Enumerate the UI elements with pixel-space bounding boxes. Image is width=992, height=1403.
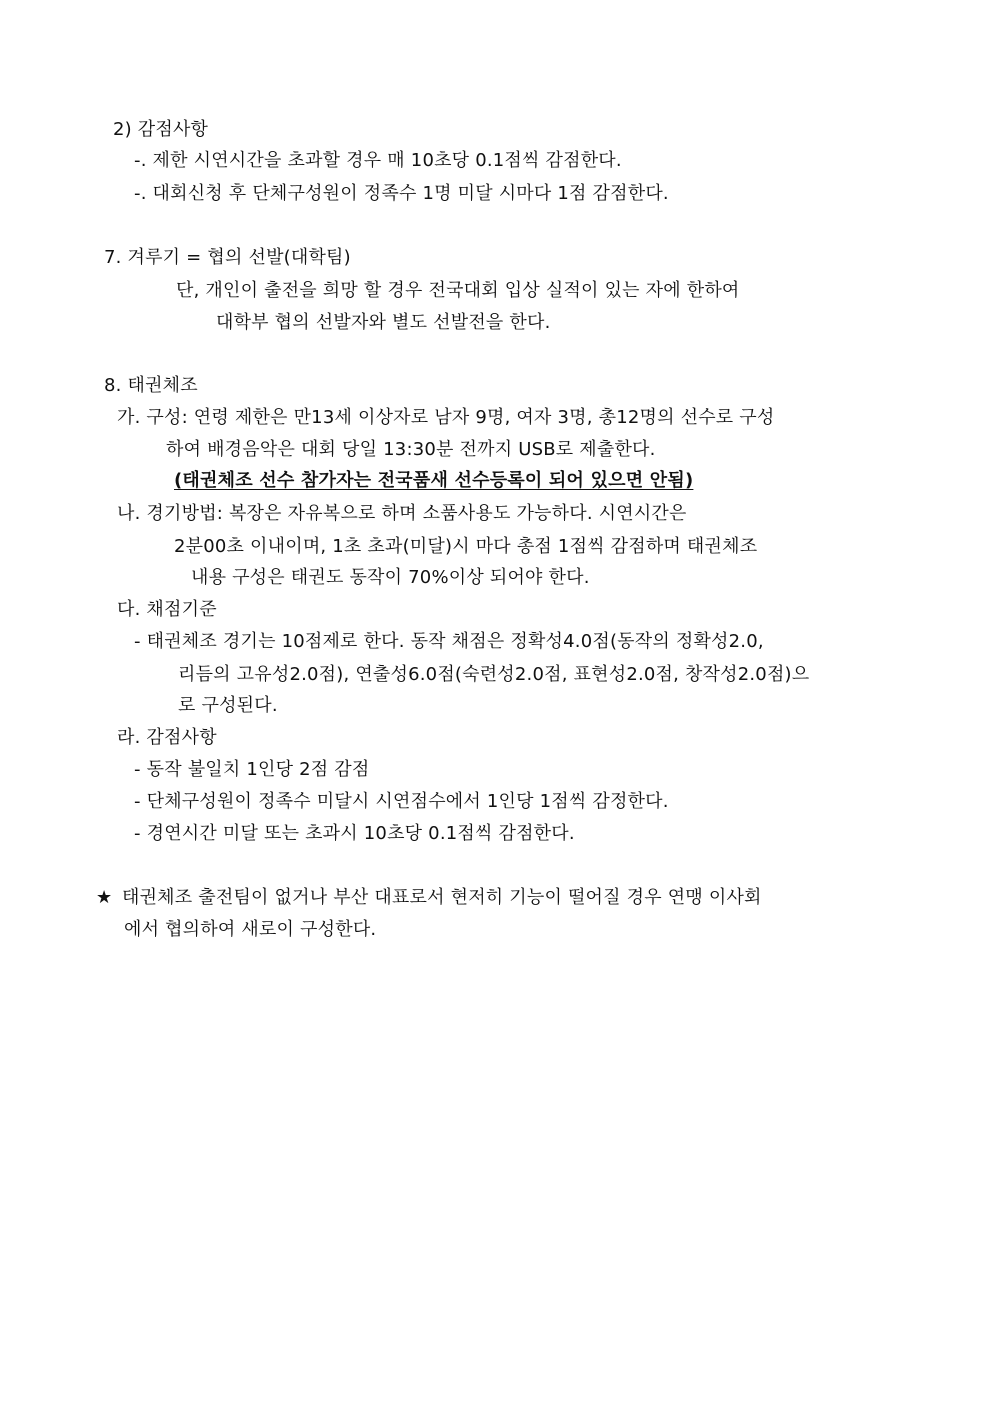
section-2-heading: 2) 감점사항 xyxy=(113,119,209,140)
star-icon: ★ xyxy=(96,887,113,908)
deduction-item: -. 제한 시연시간을 초과할 경우 매 10초당 0.1점씩 감점한다. xyxy=(134,150,622,171)
scoring-text: 리듬의 고유성2.0점), 연출성6.0점(숙련성2.0점, 표현성2.0점, 창작성2.0점)으 xyxy=(178,664,810,685)
composition-note: (태권체조 선수 참가자는 전국품새 선수등록이 되어 있으면 안됨) xyxy=(174,470,694,491)
section-7-heading: 7. 겨루기 = 협의 선발(대학팀) xyxy=(104,247,351,268)
deduction-item: - 경연시간 미달 또는 초과시 10초당 0.1점씩 감점한다. xyxy=(134,823,575,844)
scoring-text: 로 구성된다. xyxy=(178,695,278,716)
footnote-line: 에서 협의하여 새로이 구성한다. xyxy=(124,919,377,940)
section-7-text: 대학부 협의 선발자와 별도 선발전을 한다. xyxy=(216,312,551,333)
composition-text: 가. 구성: 연령 제한은 만13세 이상자로 남자 9명, 여자 3명, 총12명의 선수로 구성 xyxy=(117,407,775,428)
deduction-item: - 동작 불일치 1인당 2점 감점 xyxy=(134,759,370,780)
section-8-heading: 8. 태권체조 xyxy=(104,375,198,396)
deduction-item: - 단체구성원이 정족수 미달시 시연점수에서 1인당 1점씩 감정한다. xyxy=(134,791,669,812)
scoring-heading: 다. 채점기준 xyxy=(117,599,217,620)
method-text: 내용 구성은 태권도 동작이 70%이상 되어야 한다. xyxy=(191,567,590,588)
footnote-line xyxy=(96,886,762,910)
footnote-text: 태권체조 출전팀이 없거나 부산 대표로서 현저히 기능이 떨어질 경우 연맹 이사회 xyxy=(122,887,762,908)
method-text: 나. 경기방법: 복장은 자유복으로 하며 소품사용도 가능하다. 시연시간은 xyxy=(117,503,687,524)
composition-text: 하여 배경음악은 대회 당일 13:30분 전까지 USB로 제출한다. xyxy=(166,439,656,460)
deduction-item: -. 대회신청 후 단체구성원이 정족수 1명 미달 시마다 1점 감점한다. xyxy=(134,183,669,204)
deduction-heading: 라. 감점사항 xyxy=(117,727,217,748)
method-text: 2분00초 이내이며, 1초 초과(미달)시 마다 총점 1점씩 감점하며 태권체조 xyxy=(174,536,758,557)
scoring-text: - 태권체조 경기는 10점제로 한다. 동작 채점은 정확성4.0점(동작의 정확성2.0, xyxy=(134,631,764,652)
section-7-text: 단, 개인이 출전을 희망 할 경우 전국대회 입상 실적이 있는 자에 한하여 xyxy=(176,280,740,301)
